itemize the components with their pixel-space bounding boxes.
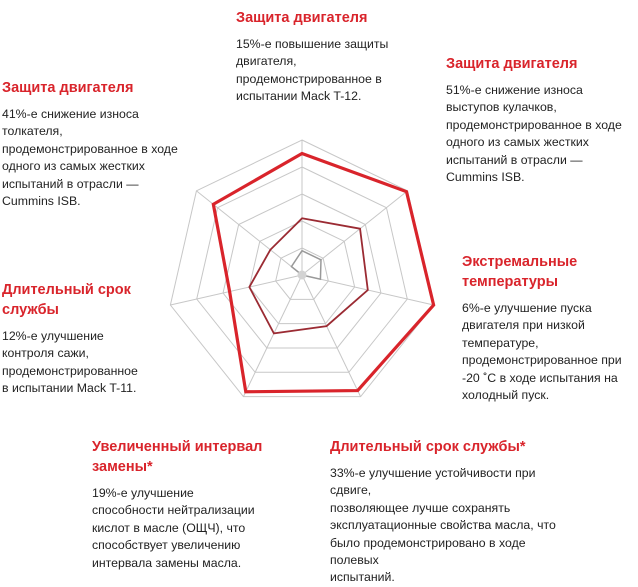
benefit-title: Экстремальные температуры — [462, 254, 578, 290]
benefit-text: 33%-е улучшение устойчивости при сдвиге, позволяющее лучше сохранять эксплуатационные свойства масла, что было продемонстрировано в ходе полевых испытаний. — [330, 466, 556, 585]
benefit-title: Защита двигателя — [446, 56, 578, 72]
radar-series-group — [213, 154, 433, 392]
benefit-block-upper-left — [2, 78, 187, 210]
benefit-text: 12%-е улучшение контроля сажи, продемонстрированное в испытании Mack T-11. — [2, 329, 138, 396]
benefit-text: 51%-е снижение износа выступов кулачков, продемонстрированное в ходе одного из самых жестких испытаний в отрасли — Cummins ISB. — [446, 83, 622, 185]
benefit-title: Увеличенный интервал замены* — [92, 439, 263, 475]
benefit-title: Длительный срок службы — [2, 282, 131, 318]
benefit-block-left — [2, 280, 182, 398]
benefit-title: Защита двигателя — [2, 80, 134, 96]
benefit-title: Длительный срок службы* — [330, 439, 526, 455]
radar-series-1 — [213, 154, 433, 392]
benefit-block-top — [236, 8, 436, 106]
radar-grid — [170, 140, 433, 397]
benefit-title: Защита двигателя — [236, 10, 368, 26]
grid-spoke — [302, 275, 361, 397]
benefit-block-upper-right — [446, 54, 626, 186]
benefit-text: 15%-е повышение защиты двигателя, продемонстрированное в испытании Mack T-12. — [236, 37, 389, 104]
benefit-block-bottom-left — [92, 437, 282, 572]
benefit-block-bottom-right — [330, 437, 570, 587]
benefit-block-right — [462, 252, 637, 404]
benefit-text: 41%-е снижение износа толкателя, продемонстрированное в ходе одного из самых жестких испытаний в отрасли — Cummins ISB. — [2, 107, 178, 209]
benefit-text: 6%-е улучшение пуска двигателя при низкой температуре, продемонстрированное при -20 ˚C в ходе испытания на холодный пуск. — [462, 301, 622, 403]
center-point — [298, 271, 307, 280]
benefit-text: 19%-е улучшение способности нейтрализации кислот в масле (ОЩЧ), что способствует увеличению интервала замены масла. — [92, 486, 255, 570]
